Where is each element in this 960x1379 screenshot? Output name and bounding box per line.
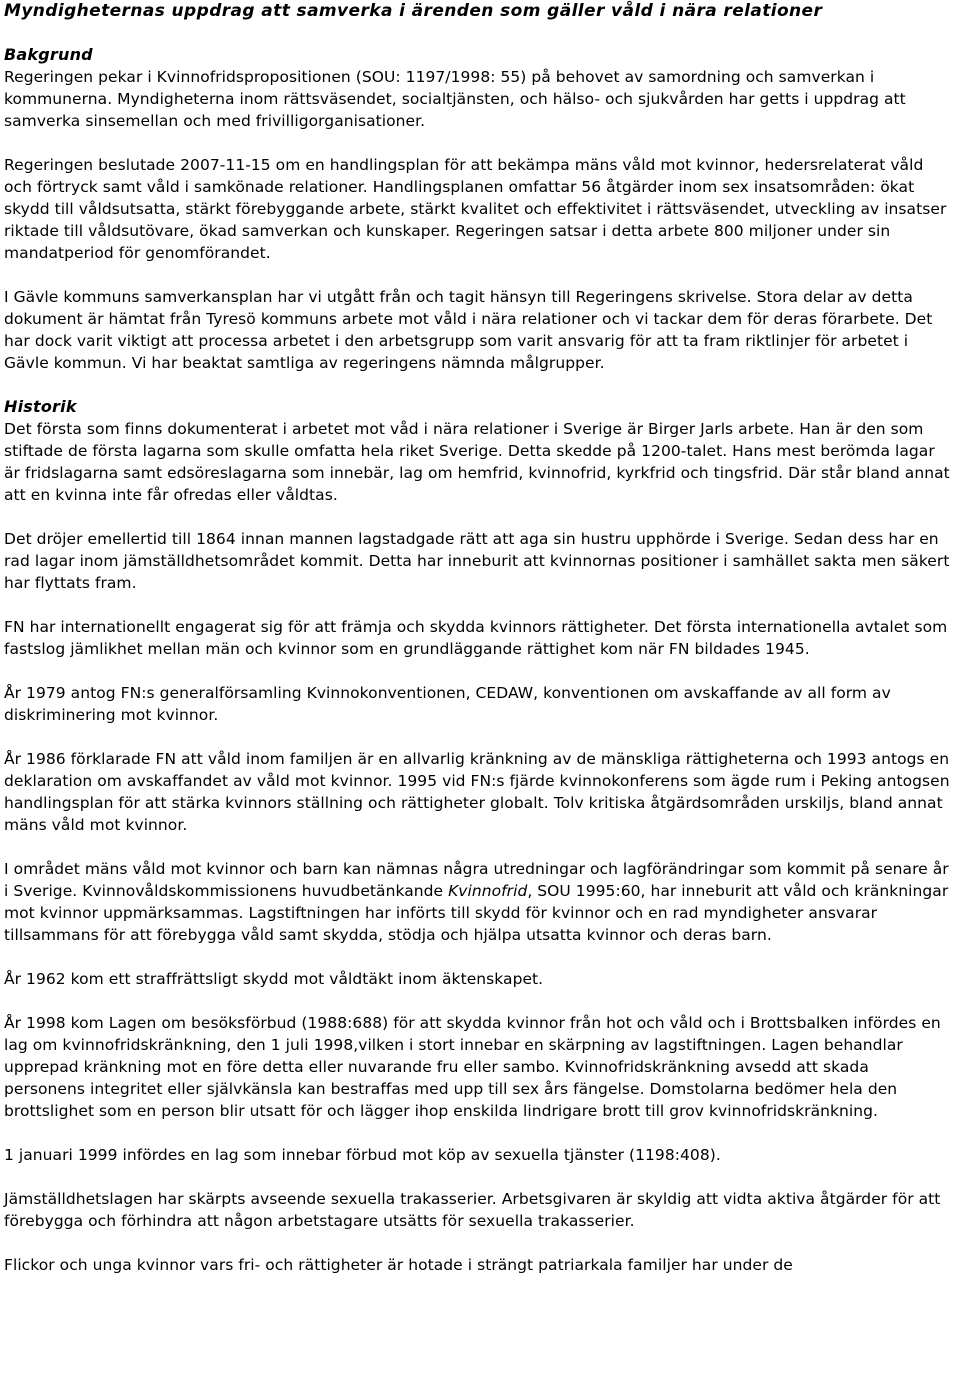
paragraph-historik-2: Det dröjer emellertid till 1864 innan mannen lagstadgade rätt att aga sin hustru upphörde i Sverige. Sedan dess har en rad lagar inom jämställdhetsområdet kommit. Detta har inneburit att kvinnornas positioner i samhället sakta men säkert har flyttats fram.: [4, 530, 950, 592]
paragraph-bakgrund-1: Regeringen pekar i Kvinnofridspropositionen (SOU: 1197/1998: 55) på behovet av samordning och samverkan i kommunerna. Myndigheterna inom rättsväsendet, socialtjänsten, och hälso- och sjukvården har getts i uppdrag att samverka sinsemellan och med frivilligorganisationer.: [4, 68, 906, 130]
paragraph-bakgrund-3: I Gävle kommuns samverkansplan har vi utgått från och tagit hänsyn till Regeringens skrivelse. Stora delar av detta dokument är hämtat från Tyresö kommuns arbete mot våld i nära relationer och vi tackar dem för deras förarbete. Det har dock varit viktigt att processa arbetet i den arbetsgrupp som varit ansvarig för att ta fram riktlinjer för arbetet i Gävle kommun. Vi har beaktat samtliga av regeringens nämnda målgrupper.: [4, 288, 933, 372]
spacer: [4, 1122, 954, 1144]
paragraph-historik-10: Jämställdhetslagen har skärpts avseende sexuella trakasserier. Arbetsgivaren är skyldig att vidta aktiva åtgärder för att förebygga och förhindra att någon arbetstagare utsätts för sexuella trakasserier.: [4, 1190, 941, 1230]
paragraph-historik-6: [4, 858, 954, 946]
paragraph-historik-1: Det första som finns dokumenterat i arbetet mot våd i nära relationer i Sverige är Birger Jarls arbete. Han är den som stiftade de första lagarna som skulle omfatta hela riket Sverige. Detta skedde på 1200-talet. Hans mest berömda lagar är fridslagarna samt edsöreslagarna som innebär, lag om hemfrid, kvinnofrid, kyrkfrid och tingsfrid. Där står bland annat att en kvinna inte får ofredas eller våldtas.: [4, 420, 950, 504]
paragraph-bakgrund-2: Regeringen beslutade 2007-11-15 om en handlingsplan för att bekämpa mäns våld mot kvinnor, hedersrelaterat våld och förtryck samt våld i samkönade relationer. Handlingsplanen omfattar 56 åtgärder inom sex insatsområden: ökat skydd till våldsutsatta, stärkt förebyggande arbete, stärkt kvalitet och effektivitet i rättsväsendet, utveckling av insatser riktade till våldsutövare, ökad samverkan och kunskaper. Regeringen satsar i detta arbete 800 miljoner under sin mandatperiod för genomförandet.: [4, 156, 947, 262]
paragraph-historik-11: Flickor och unga kvinnor vars fri- och rättigheter är hotade i strängt patriarkala familjer har under de: [4, 1256, 793, 1274]
spacer: [4, 264, 954, 286]
paragraph-historik-7: År 1962 kom ett straffrättsligt skydd mot våldtäkt inom äktenskapet.: [4, 970, 544, 988]
spacer: [4, 374, 954, 396]
spacer: [4, 594, 954, 616]
paragraph-text: I området mäns våld mot kvinnor och barn kan nämnas några utredningar och lagförändringar som kommit på senare år i Sverige. Kvinnovåldskommissionens huvudbetänkande: [4, 860, 949, 900]
paragraph-text: , SOU 1995:60, har inneburit att våld och kränkningar mot kvinnor uppmärksammas. Lagstiftningen har införts till skydd för kvinnor och en rad myndigheter ansvarar tillsammans för att förebygga våld samt skydda, stödja och hjälpa utsatta kvinnor och deras barn.: [4, 882, 949, 944]
spacer: [4, 990, 954, 1012]
italic-title: Kvinnofrid: [448, 882, 528, 900]
spacer: [4, 1232, 954, 1254]
spacer: [4, 946, 954, 968]
spacer: [4, 1166, 954, 1188]
spacer: [4, 836, 954, 858]
paragraph-historik-5: År 1986 förklarade FN att våld inom familjen är en allvarlig kränkning av de mänskliga rättigheterna och 1993 antogs en deklaration om avskaffandet av våld mot kvinnor. 1995 vid FN:s fjärde kvinnokonferens som ägde rum i Peking antogsen handlingsplan för att stärka kvinnors ställning och rättigheter globalt. Tolv kritiska åtgärdsområden urskiljs, bland annat mäns våld mot kvinnor.: [4, 750, 950, 834]
spacer: [4, 132, 954, 154]
spacer: [4, 660, 954, 682]
paragraph-historik-4: År 1979 antog FN:s generalförsamling Kvinnokonventionen, CEDAW, konventionen om avskaffande av all form av diskriminering mot kvinnor.: [4, 684, 891, 724]
spacer: [4, 22, 954, 44]
document-title: Myndigheternas uppdrag att samverka i ärenden som gäller våld i nära relationer: [4, 1, 823, 21]
paragraph-historik-8: År 1998 kom Lagen om besöksförbud (1988:688) för att skydda kvinnor från hot och våld och i Brottsbalken infördes en lag om kvinnofridskränkning, den 1 juli 1998,vilken i stort innebar en skärpning av lagstiftningen. Lagen behandlar upprepad kränkning mot en före detta eller nuvarande fru eller sambo. Kvinnofridskränkning avsedd att skada personens integritet eller självkänsla kan bestraffas med upp till sex års fängelse. Domstolarna bedömer hela den brottslighet som en person blir utsatt för och lägger ihop enskilda lindrigare brott till grov kvinnofridskränkning.: [4, 1014, 941, 1120]
spacer: [4, 726, 954, 748]
paragraph-historik-3: FN har internationellt engagerat sig för att främja och skydda kvinnors rättigheter. Det första internationella avtalet som fastslog jämlikhet mellan män och kvinnor som en grundläggande rättighet kom när FN bildades 1945.: [4, 618, 948, 658]
section-title-bakgrund: Bakgrund: [4, 45, 93, 64]
spacer: [4, 506, 954, 528]
paragraph-historik-9: 1 januari 1999 infördes en lag som innebar förbud mot köp av sexuella tjänster (1198:408).: [4, 1146, 721, 1164]
section-title-historik: Historik: [4, 397, 77, 416]
